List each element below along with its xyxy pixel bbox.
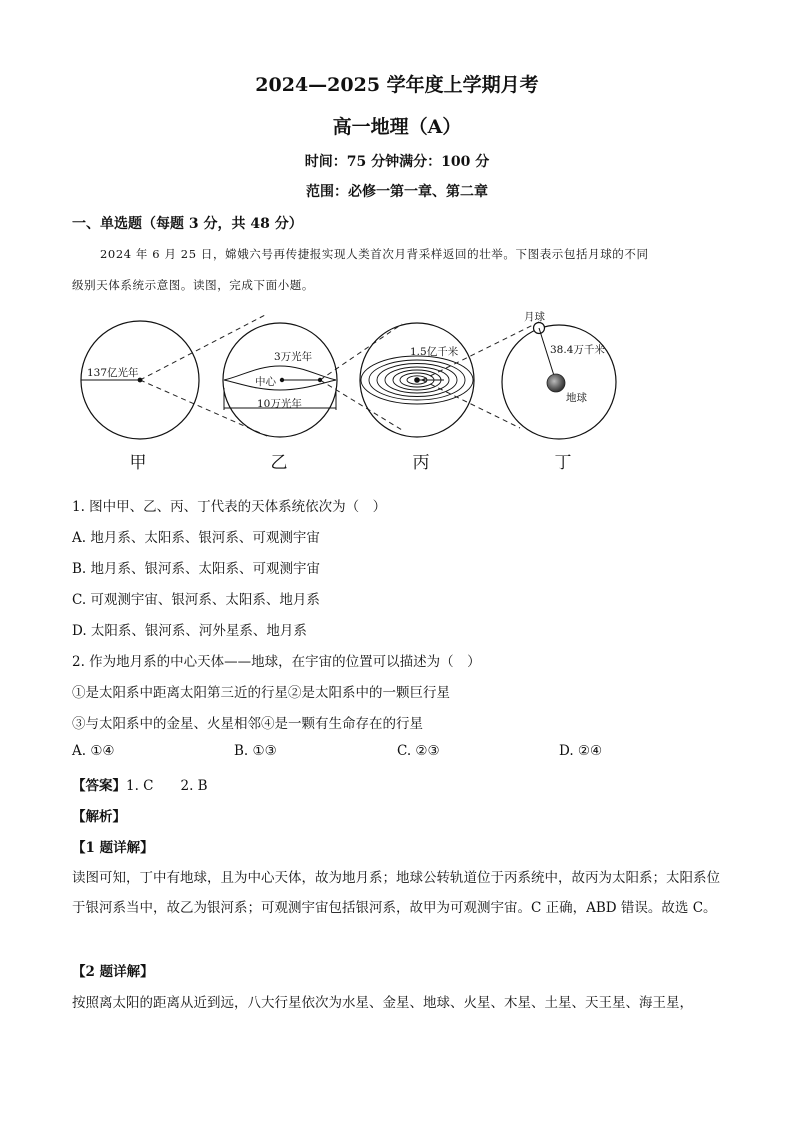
celestial-systems-figure bbox=[72, 306, 732, 478]
panel-label-bing: 丙 bbox=[412, 453, 430, 473]
exam-title: 2024—2025 学年度上学期月考 bbox=[255, 74, 539, 96]
analysis-label: 【解析】 bbox=[72, 809, 126, 825]
question-1-option-b[interactable]: B. 地月系、银河系、太阳系、可观测宇宙 bbox=[72, 561, 321, 577]
ding-moon-label: 月球 bbox=[524, 311, 545, 323]
section-heading: 一、单选题（每题 3 分，共 48 分） bbox=[72, 216, 303, 232]
ding-earth-label: 地球 bbox=[566, 392, 587, 404]
question-1-option-d[interactable]: D. 太阳系、银河系、河外星系、地月系 bbox=[72, 623, 307, 639]
exam-subject: 高一地理（A） bbox=[332, 116, 462, 138]
q1-detail-label: 【1 题详解】 bbox=[72, 840, 154, 856]
yi-sun-distance-label: 3万光年 bbox=[274, 351, 313, 363]
panel-yi bbox=[223, 323, 337, 437]
earth-icon bbox=[547, 374, 565, 392]
bing-distance-label: 1.5亿千米 bbox=[410, 346, 459, 358]
panel-label-ding: 丁 bbox=[554, 453, 572, 473]
question-1-stem: 1. 图中甲、乙、丙、丁代表的天体系统依次为（ ） bbox=[72, 499, 387, 515]
question-2-statement-2: ③与太阳系中的金星、火星相邻④是一颗有生命存在的行星 bbox=[72, 716, 423, 732]
question-2-option-b[interactable]: B. ①③ bbox=[234, 743, 277, 759]
panel-label-jia: 甲 bbox=[129, 453, 147, 473]
exam-time-score: 时间：75 分钟满分：100 分 bbox=[304, 154, 490, 170]
question-2-stem: 2. 作为地月系的中心天体——地球，在宇宙的位置可以描述为（ ） bbox=[72, 654, 481, 670]
exam-scope: 范围：必修一第一章、第二章 bbox=[306, 184, 488, 200]
intro-line-1: 2024 年 6 月 25 日，嫦娥六号再传捷报实现人类首次月背采样返回的壮举。下图表示包括月球的不同 bbox=[100, 247, 649, 261]
yi-center-label: 中心 bbox=[255, 376, 276, 388]
panel-labels bbox=[130, 453, 572, 473]
question-2-option-a[interactable]: A. ①④ bbox=[72, 743, 115, 759]
answer-label: 【答案】 bbox=[72, 778, 126, 794]
q2-detail-text: 按照离太阳的距离从近到远，八大行星依次为水星、金星、地球、火星、木星、土星、天王星、海王星， bbox=[72, 995, 693, 1011]
jia-radius-label: 137亿光年 bbox=[87, 367, 139, 379]
connector-lines bbox=[140, 314, 539, 436]
question-2-option-d[interactable]: D. ②④ bbox=[559, 743, 603, 759]
answer-line bbox=[72, 774, 732, 794]
q2-detail-label: 【2 题详解】 bbox=[72, 964, 154, 980]
yi-width-label: 10万光年 bbox=[257, 398, 302, 410]
ding-distance-label: 38.4万千米 bbox=[550, 344, 605, 356]
question-2-option-c[interactable]: C. ②③ bbox=[397, 743, 440, 759]
answer-value: 1. C 2. B bbox=[126, 778, 208, 794]
question-2-statement-1: ①是太阳系中距离太阳第三近的行星②是太阳系中的一颗巨行星 bbox=[72, 685, 450, 701]
panel-ding bbox=[502, 310, 616, 439]
panel-jia bbox=[81, 321, 199, 439]
question-1-option-a[interactable]: A. 地月系、太阳系、银河系、可观测宇宙 bbox=[72, 530, 320, 546]
question-1-option-c[interactable]: C. 可观测宇宙、银河系、太阳系、地月系 bbox=[72, 592, 320, 608]
panel-label-yi: 乙 bbox=[270, 453, 288, 473]
panel-bing bbox=[360, 323, 474, 437]
intro-line-2: 级别天体系统示意图。读图，完成下面小题。 bbox=[72, 278, 314, 292]
q1-detail-text: 读图可知，丁中有地球，且为中心天体，故为地月系；地球公转轨道位于丙系统中，故丙为太阳系；太阳系位于银河系当中，故乙为银河系；可观测宇宙包括银河系，故甲为可观测宇宙。C 正确，ABD 错误。故选 C。 bbox=[72, 870, 720, 916]
